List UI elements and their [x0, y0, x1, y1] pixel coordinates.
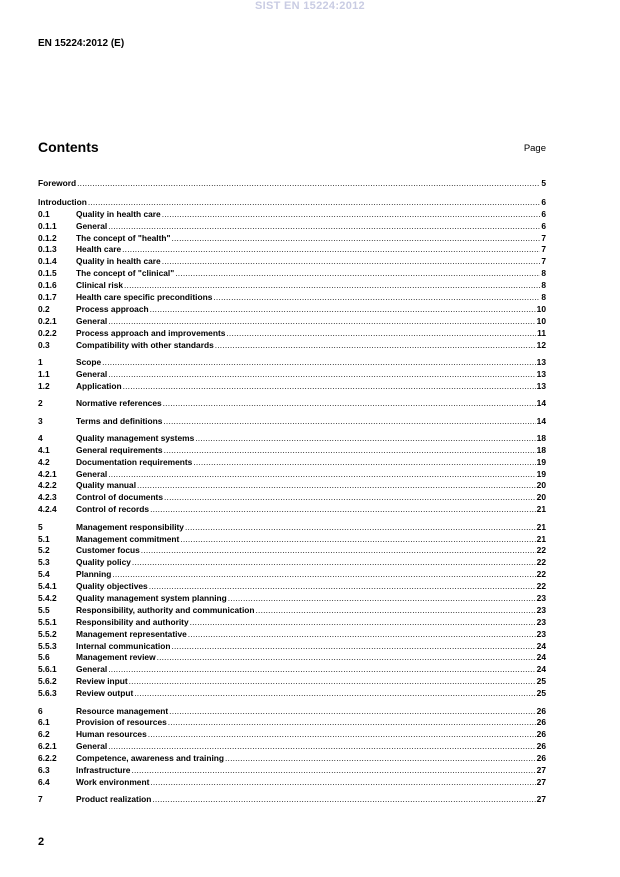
toc-entry-title: General — [76, 315, 108, 326]
toc-entry-page: 8 — [541, 268, 546, 279]
toc-dot-leader — [162, 209, 541, 221]
toc-entry-number: 6 — [38, 705, 43, 716]
toc-entry-number: 4.2.3 — [38, 492, 57, 503]
toc-entry[interactable] — [38, 641, 546, 653]
toc-entry-page: 7 — [541, 244, 546, 255]
toc-entry-page: 20 — [536, 480, 546, 491]
toc-entry-title: Customer focus — [76, 545, 140, 556]
toc-entry[interactable] — [38, 729, 546, 741]
toc-entry-title: Quality objectives — [76, 581, 148, 592]
toc-entry-number: 4.1 — [38, 444, 50, 455]
toc-entry-number: 1 — [38, 356, 43, 367]
toc-entry-number: 0.2 — [38, 303, 50, 314]
toc-entry-title: Introduction — [38, 196, 87, 207]
toc-entry[interactable] — [38, 328, 546, 340]
toc-entry[interactable] — [38, 504, 546, 516]
toc-dot-leader — [157, 652, 536, 664]
toc-dot-leader — [163, 416, 535, 428]
toc-entry-page: 21 — [536, 533, 546, 544]
toc-entry[interactable] — [38, 688, 546, 700]
toc-entry-title: Process approach — [76, 303, 149, 314]
toc-dot-leader — [256, 605, 536, 617]
toc-entry-number: 4.2 — [38, 456, 50, 467]
toc-dot-leader — [172, 233, 541, 245]
toc-entry-page: 10 — [536, 303, 546, 314]
toc-entry-title: Human resources — [76, 729, 147, 740]
toc-entry[interactable] — [38, 197, 546, 209]
toc-entry-title: General — [76, 741, 108, 752]
toc-entry-number: 4.2.4 — [38, 504, 57, 515]
toc-entry-title: Quality in health care — [76, 208, 161, 219]
toc-entry-number: 0.1.3 — [38, 244, 57, 255]
toc-entry-page: 23 — [536, 616, 546, 627]
toc-entry-number: 0.1.2 — [38, 232, 57, 243]
toc-entry-page: 27 — [536, 776, 546, 787]
toc-dot-leader — [185, 522, 536, 534]
toc-entry-title: Management representative — [76, 628, 187, 639]
toc-dot-leader — [148, 729, 536, 741]
table-of-contents — [38, 178, 546, 806]
toc-entry-title: Clinical risk — [76, 280, 124, 291]
toc-dot-leader — [226, 328, 536, 340]
toc-dot-leader — [108, 469, 535, 481]
toc-dot-leader — [108, 221, 540, 233]
toc-dot-leader — [180, 534, 535, 546]
toc-dot-leader — [213, 292, 540, 304]
toc-dot-leader — [129, 676, 536, 688]
toc-entry-title: Work environment — [76, 776, 150, 787]
toc-entry[interactable] — [38, 357, 546, 369]
toc-entry-title: The concept of "health" — [76, 232, 171, 243]
toc-entry-page: 22 — [536, 545, 546, 556]
toc-entry-title: Quality manual — [76, 480, 137, 491]
toc-entry-page: 21 — [536, 504, 546, 515]
toc-entry-number: 0.1.5 — [38, 268, 57, 279]
toc-entry-title: Responsibility and authority — [76, 616, 189, 627]
toc-entry-page: 23 — [536, 628, 546, 639]
toc-entry[interactable] — [38, 617, 546, 629]
toc-entry[interactable] — [38, 569, 546, 581]
toc-entry-title: Provision of resources — [76, 717, 167, 728]
toc-entry-number: 6.3 — [38, 764, 50, 775]
toc-dot-leader — [193, 457, 535, 469]
toc-entry[interactable] — [38, 416, 546, 428]
toc-entry-title: General — [76, 368, 108, 379]
toc-entry[interactable] — [38, 340, 546, 352]
toc-entry-title: General — [76, 664, 108, 675]
toc-entry-title: Planning — [76, 569, 112, 580]
toc-entry-number: 0.1.1 — [38, 220, 57, 231]
toc-entry-title: Internal communication — [76, 640, 171, 651]
toc-entry-page: 26 — [536, 705, 546, 716]
toc-entry-page: 13 — [536, 380, 546, 391]
toc-dot-leader — [150, 777, 535, 789]
toc-entry-page: 6 — [541, 220, 546, 231]
toc-entry[interactable] — [38, 557, 546, 569]
toc-dot-leader — [164, 492, 536, 504]
toc-entry-number: 2 — [38, 398, 43, 409]
toc-entry-number: 0.1.7 — [38, 292, 57, 303]
toc-entry-number: 5.5.2 — [38, 628, 57, 639]
toc-dot-leader — [188, 629, 536, 641]
toc-entry-page: 22 — [536, 581, 546, 592]
toc-entry[interactable] — [38, 753, 546, 765]
toc-dot-leader — [141, 545, 536, 557]
toc-entry-number: 6.2 — [38, 729, 50, 740]
toc-entry[interactable] — [38, 178, 546, 190]
toc-entry-page: 25 — [536, 688, 546, 699]
toc-entry[interactable] — [38, 381, 546, 393]
toc-dot-leader — [77, 178, 540, 190]
toc-entry-number: 0.1.4 — [38, 256, 57, 267]
toc-entry-page: 13 — [536, 368, 546, 379]
toc-dot-leader — [162, 256, 541, 268]
toc-entry-title: Resource management — [76, 705, 169, 716]
toc-entry[interactable] — [38, 706, 546, 718]
toc-dot-leader — [164, 445, 536, 457]
toc-dot-leader — [215, 340, 536, 352]
toc-entry-number: 7 — [38, 794, 43, 805]
toc-entry-page: 7 — [541, 232, 546, 243]
toc-entry-number: 0.1.6 — [38, 280, 57, 291]
toc-entry[interactable] — [38, 304, 546, 316]
toc-dot-leader — [149, 581, 536, 593]
toc-entry[interactable] — [38, 480, 546, 492]
toc-entry-number: 5.1 — [38, 533, 50, 544]
toc-entry-title: Review input — [76, 676, 128, 687]
toc-entry-number: 6.1 — [38, 717, 50, 728]
toc-entry-number: 5 — [38, 521, 43, 532]
toc-entry-page: 18 — [536, 444, 546, 455]
toc-entry-page: 8 — [541, 280, 546, 291]
toc-entry-title: The concept of "clinical" — [76, 268, 175, 279]
toc-dot-leader — [122, 244, 540, 256]
toc-entry-title: Health care specific preconditions — [76, 292, 213, 303]
toc-dot-leader — [88, 197, 540, 209]
toc-entry-number: 5.4 — [38, 569, 50, 580]
toc-dot-leader — [168, 717, 536, 729]
toc-entry[interactable] — [38, 794, 546, 806]
toc-entry-title: Control of records — [76, 504, 150, 515]
toc-entry-page: 26 — [536, 729, 546, 740]
toc-entry-page: 19 — [536, 468, 546, 479]
toc-entry[interactable] — [38, 522, 546, 534]
toc-entry-title: Terms and definitions — [76, 415, 163, 426]
toc-dot-leader — [225, 753, 536, 765]
toc-entry-title: Documentation requirements — [76, 456, 193, 467]
toc-entry-page: 14 — [536, 415, 546, 426]
document-id: EN 15224:2012 (E) — [38, 38, 125, 49]
toc-entry-number: 5.6.1 — [38, 664, 57, 675]
toc-entry-title: Health care — [76, 244, 122, 255]
toc-dot-leader — [150, 504, 536, 516]
toc-entry-page: 24 — [536, 640, 546, 651]
toc-entry[interactable] — [38, 398, 546, 410]
toc-entry-page: 27 — [536, 794, 546, 805]
toc-entry-number: 1.2 — [38, 380, 50, 391]
toc-entry-title: Scope — [76, 356, 102, 367]
toc-entry-number: 4 — [38, 432, 43, 443]
toc-dot-leader — [228, 593, 536, 605]
toc-entry[interactable] — [38, 629, 546, 641]
toc-entry-title: Quality management systems — [76, 432, 195, 443]
toc-entry[interactable] — [38, 457, 546, 469]
toc-entry-title: General — [76, 220, 108, 231]
toc-entry-page: 27 — [536, 764, 546, 775]
toc-entry-page: 22 — [536, 569, 546, 580]
toc-entry[interactable] — [38, 369, 546, 381]
toc-entry[interactable] — [38, 292, 546, 304]
toc-entry-title: Quality management system planning — [76, 593, 227, 603]
toc-dot-leader — [169, 706, 536, 718]
toc-entry-title: Normative references — [76, 398, 162, 409]
toc-entry-page: 12 — [536, 339, 546, 350]
page-number: 2 — [38, 836, 45, 848]
toc-dot-leader — [124, 280, 540, 292]
toc-entry[interactable] — [38, 469, 546, 481]
toc-entry-page: 7 — [541, 256, 546, 267]
toc-entry[interactable] — [38, 545, 546, 557]
toc-entry-title: Infrastructure — [76, 764, 131, 775]
toc-entry[interactable] — [38, 433, 546, 445]
toc-entry-page: 25 — [536, 676, 546, 687]
toc-entry-title: Responsibility, authority and communication — [76, 604, 255, 615]
toc-dot-leader — [108, 741, 535, 753]
toc-entry-number: 6.2.2 — [38, 753, 57, 764]
toc-entry-title: Management commitment — [76, 533, 180, 544]
toc-entry-title: Competence, awareness and training — [76, 753, 225, 764]
toc-entry[interactable] — [38, 233, 546, 245]
toc-entry-number: 5.4.2 — [38, 593, 57, 603]
toc-entry-page: 14 — [536, 398, 546, 409]
toc-dot-leader — [150, 304, 536, 316]
toc-entry-page: 26 — [536, 717, 546, 728]
toc-entry[interactable] — [38, 221, 546, 233]
toc-entry-number: 5.2 — [38, 545, 50, 556]
toc-entry[interactable] — [38, 664, 546, 676]
toc-entry-page: 6 — [541, 196, 546, 207]
toc-entry-page: 24 — [536, 652, 546, 663]
toc-entry-number: 1.1 — [38, 368, 50, 379]
toc-entry-number: 5.5.3 — [38, 640, 57, 651]
toc-entry-page: 8 — [541, 292, 546, 303]
toc-dot-leader — [134, 688, 535, 700]
toc-entry[interactable] — [38, 717, 546, 729]
watermark: SIST EN 15224:2012 — [255, 0, 365, 12]
toc-entry-number: 3 — [38, 415, 43, 426]
toc-dot-leader — [108, 664, 535, 676]
toc-entry-number: 5.4.1 — [38, 581, 57, 592]
toc-entry-page: 5 — [541, 178, 546, 188]
toc-entry-page: 26 — [536, 753, 546, 764]
toc-entry-page: 26 — [536, 741, 546, 752]
toc-entry-page: 13 — [536, 356, 546, 367]
toc-dot-leader — [108, 369, 535, 381]
toc-dot-leader — [163, 398, 536, 410]
toc-entry-page: 19 — [536, 456, 546, 467]
toc-entry-title: Management responsibility — [76, 521, 184, 532]
toc-entry-title: Control of documents — [76, 492, 164, 503]
toc-entry-title: Product realization — [76, 794, 152, 805]
toc-dot-leader — [102, 357, 536, 369]
toc-entry-page: 22 — [536, 557, 546, 568]
toc-dot-leader — [152, 794, 535, 806]
toc-entry-title: Compatibility with other standards — [76, 339, 214, 350]
toc-entry-title: Quality in health care — [76, 256, 161, 267]
toc-dot-leader — [195, 433, 535, 445]
toc-entry-page: 11 — [537, 327, 546, 338]
toc-entry-number: 5.6.2 — [38, 676, 57, 687]
toc-entry-number: 5.3 — [38, 557, 50, 568]
toc-entry[interactable] — [38, 652, 546, 664]
toc-entry-title: General — [76, 468, 108, 479]
toc-entry-title: Review output — [76, 688, 134, 699]
toc-entry[interactable] — [38, 268, 546, 280]
toc-entry-number: 0.3 — [38, 339, 50, 350]
toc-entry-title: General requirements — [76, 444, 163, 455]
toc-entry-number: 5.6.3 — [38, 688, 57, 699]
toc-dot-leader — [137, 480, 536, 492]
toc-entry-page: 6 — [541, 208, 546, 219]
toc-entry-page: 23 — [536, 593, 546, 603]
toc-entry[interactable] — [38, 209, 546, 221]
toc-entry[interactable] — [38, 765, 546, 777]
toc-dot-leader — [190, 617, 536, 629]
toc-dot-leader — [112, 569, 535, 581]
toc-dot-leader — [108, 316, 535, 328]
toc-entry-page: 18 — [536, 432, 546, 443]
toc-entry[interactable] — [38, 492, 546, 504]
toc-entry-page: 23 — [536, 604, 546, 615]
toc-entry-number: 5.5.1 — [38, 616, 57, 627]
toc-dot-leader — [131, 765, 535, 777]
toc-entry[interactable] — [38, 593, 546, 605]
toc-entry-number: 4.2.1 — [38, 468, 57, 479]
toc-dot-leader — [123, 381, 536, 393]
toc-entry-number: 0.2.2 — [38, 327, 57, 338]
toc-entry-title: Application — [76, 380, 122, 391]
toc-entry[interactable] — [38, 244, 546, 256]
toc-entry[interactable] — [38, 777, 546, 789]
toc-entry-number: 5.6 — [38, 652, 50, 663]
toc-dot-leader — [132, 557, 536, 569]
toc-entry[interactable] — [38, 445, 546, 457]
page-column-label: Page — [523, 143, 546, 154]
toc-entry[interactable] — [38, 534, 546, 546]
toc-entry-title: Quality policy — [76, 557, 131, 568]
toc-entry-number: 6.2.1 — [38, 741, 57, 752]
toc-entry-number: 5.5 — [38, 604, 50, 615]
toc-entry-title: Foreword — [38, 178, 77, 188]
toc-entry[interactable] — [38, 605, 546, 617]
toc-entry[interactable] — [38, 676, 546, 688]
toc-entry[interactable] — [38, 581, 546, 593]
toc-entry[interactable] — [38, 280, 546, 292]
page-title: Contents — [38, 139, 99, 155]
toc-entry-page: 20 — [536, 492, 546, 503]
toc-entry[interactable] — [38, 256, 546, 268]
toc-entry-page: 21 — [536, 521, 546, 532]
toc-entry-title: Process approach and improvements — [76, 327, 226, 338]
toc-entry-title: Management review — [76, 652, 156, 663]
toc-entry-page: 24 — [536, 664, 546, 675]
toc-entry[interactable] — [38, 316, 546, 328]
toc-entry-number: 6.4 — [38, 776, 50, 787]
toc-dot-leader — [175, 268, 540, 280]
toc-entry-number: 0.2.1 — [38, 315, 57, 326]
toc-entry[interactable] — [38, 741, 546, 753]
toc-entry-number: 0.1 — [38, 208, 50, 219]
toc-entry-page: 10 — [536, 315, 546, 326]
toc-dot-leader — [171, 641, 535, 653]
toc-entry-number: 4.2.2 — [38, 480, 57, 491]
